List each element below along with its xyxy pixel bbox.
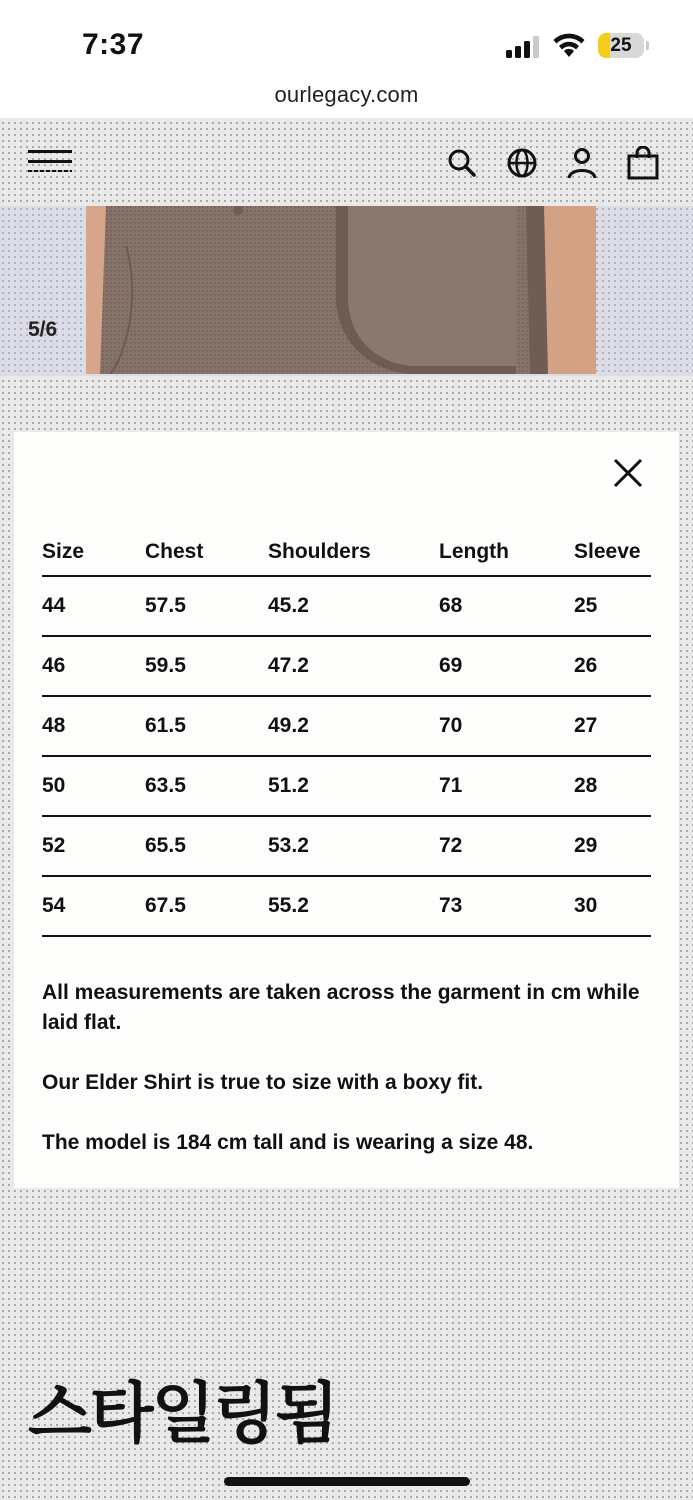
cellular-signal-icon xyxy=(506,36,540,58)
table-row xyxy=(42,576,651,636)
styled-section-heading: 스타일링됨 xyxy=(28,1375,337,1452)
cell-sleeve: 26 xyxy=(574,636,651,696)
cell-size: 48 xyxy=(42,696,145,756)
cell-shoulders: 53.2 xyxy=(268,816,439,876)
home-indicator[interactable] xyxy=(224,1477,470,1486)
cell-size: 52 xyxy=(42,816,145,876)
cell-sleeve: 28 xyxy=(574,756,651,816)
account-icon[interactable] xyxy=(565,146,599,180)
cell-chest: 65.5 xyxy=(145,816,268,876)
cell-sleeve: 27 xyxy=(574,696,651,756)
cell-length: 72 xyxy=(439,816,574,876)
wifi-icon xyxy=(552,32,586,58)
cell-length: 70 xyxy=(439,696,574,756)
cell-length: 71 xyxy=(439,756,574,816)
column-header-length: Length xyxy=(439,528,574,576)
table-row xyxy=(42,696,651,756)
cell-sleeve: 30 xyxy=(574,876,651,936)
size-notes xyxy=(42,978,642,1188)
battery-level: 25 xyxy=(610,35,632,56)
battery-icon xyxy=(598,33,644,58)
cell-chest: 57.5 xyxy=(145,576,268,636)
cell-sleeve: 25 xyxy=(574,576,651,636)
table-row xyxy=(42,636,651,696)
cell-shoulders: 47.2 xyxy=(268,636,439,696)
cell-length: 68 xyxy=(439,576,574,636)
measurement-note: All measurements are taken across the garment in cm while laid flat. xyxy=(42,981,640,1034)
close-icon[interactable] xyxy=(611,456,645,490)
cell-length: 73 xyxy=(439,876,574,936)
cell-sleeve: 29 xyxy=(574,816,651,876)
battery-cap xyxy=(646,41,649,50)
cell-chest: 67.5 xyxy=(145,876,268,936)
fit-note: Our Elder Shirt is true to size with a boxy fit. xyxy=(42,1071,484,1094)
column-header-sleeve: Sleeve xyxy=(574,528,651,576)
cell-size: 50 xyxy=(42,756,145,816)
globe-icon[interactable] xyxy=(505,146,539,180)
table-row xyxy=(42,756,651,816)
cell-size: 44 xyxy=(42,576,145,636)
model-note: The model is 184 cm tall and is wearing a size 48. xyxy=(42,1131,534,1154)
cell-chest: 59.5 xyxy=(145,636,268,696)
gallery-counter: 5/6 xyxy=(28,318,58,341)
status-bar xyxy=(0,0,693,118)
column-header-size: Size xyxy=(42,528,145,576)
cell-shoulders: 45.2 xyxy=(268,576,439,636)
column-header-shoulders: Shoulders xyxy=(268,528,439,576)
cell-chest: 63.5 xyxy=(145,756,268,816)
cell-shoulders: 49.2 xyxy=(268,696,439,756)
size-chart-table xyxy=(42,528,651,937)
shopping-bag-icon[interactable] xyxy=(626,146,660,180)
status-time: 7:37 xyxy=(82,28,145,61)
cell-chest: 61.5 xyxy=(145,696,268,756)
cell-size: 46 xyxy=(42,636,145,696)
table-row xyxy=(42,876,651,936)
cell-shoulders: 55.2 xyxy=(268,876,439,936)
table-header-row xyxy=(42,528,651,576)
product-image[interactable] xyxy=(86,206,596,374)
menu-icon[interactable] xyxy=(28,150,72,174)
cell-length: 69 xyxy=(439,636,574,696)
size-guide-modal xyxy=(14,432,679,1188)
cell-shoulders: 51.2 xyxy=(268,756,439,816)
cell-size: 54 xyxy=(42,876,145,936)
search-icon[interactable] xyxy=(445,146,479,180)
column-header-chest: Chest xyxy=(145,528,268,576)
table-row xyxy=(42,816,651,876)
address-bar-url[interactable]: ourlegacy.com xyxy=(274,82,419,107)
